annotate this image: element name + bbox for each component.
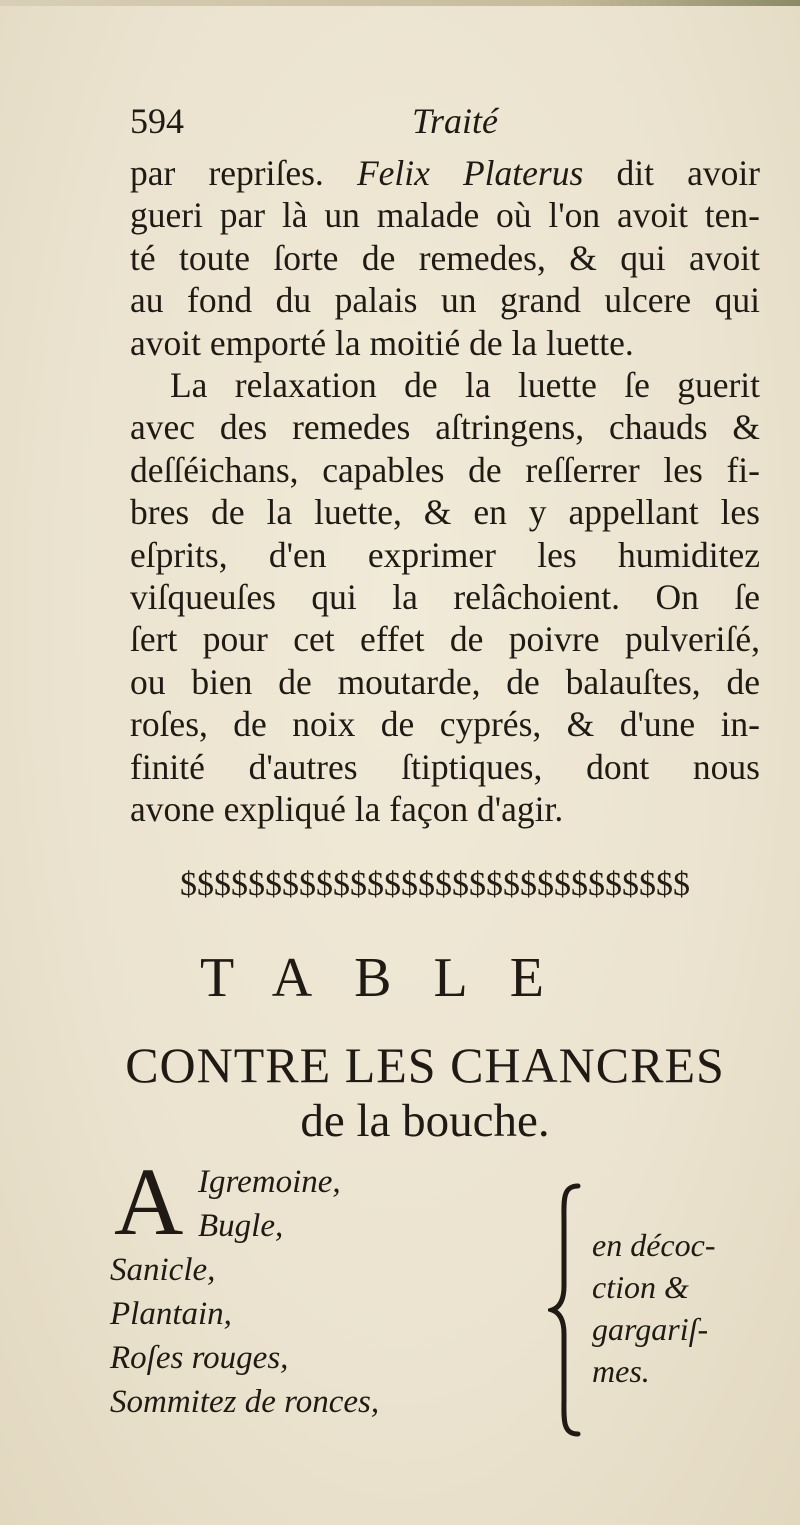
remedy-list: [110, 1148, 530, 1424]
text-line: par repriſes. Felix Platerus dit avoir: [130, 153, 761, 193]
text-line: au fond du palais un grand ulcere qui: [130, 280, 760, 321]
drop-cap: A: [114, 1148, 184, 1255]
text-line: avoit emporté la moitié de la luette.: [130, 322, 634, 363]
text-line: La relaxation de la luette ſe guerit: [170, 365, 760, 406]
list-item: A Igremoine,: [114, 1148, 341, 1255]
text-line: viſqueuſes qui la relâchoient. On ſe: [130, 577, 760, 618]
section-title: TABLE: [200, 947, 586, 1009]
note-line: ction &: [592, 1269, 689, 1305]
section-subtitle-continued: de la bouche.: [300, 1095, 550, 1147]
note-line: gargariſ-: [592, 1311, 709, 1347]
page-top-edge: [0, 0, 800, 6]
list-item: Bugle,: [198, 1208, 284, 1244]
page-number: 594: [130, 101, 184, 141]
text-line: avec des remedes aſtringens, chauds &: [130, 407, 760, 448]
text-line: ou bien de moutarde, de balauſtes, de: [130, 661, 760, 702]
text-line: avone expliqué la façon d'agir.: [130, 789, 564, 830]
text-line: roſes, de noix de cyprés, & d'une in-: [130, 704, 760, 745]
list-item: Plantain,: [110, 1296, 232, 1332]
author-name: Felix Platerus: [356, 153, 584, 193]
note-line: en décoc-: [592, 1227, 716, 1263]
text-line: ſert pour cet effet de poivre pulveriſé,: [130, 619, 760, 660]
note-line: mes.: [592, 1353, 650, 1389]
running-title: Traité: [412, 101, 499, 141]
text-line: gueri par là un malade où l'on avoit ten-: [130, 195, 760, 236]
list-item: Roſes rouges,: [110, 1340, 289, 1376]
list-item: Sanicle,: [110, 1252, 216, 1288]
running-header: [130, 100, 770, 146]
curly-brace-icon: [548, 1182, 588, 1438]
list-item: Sommitez de ronces,: [110, 1384, 380, 1420]
text-line: bres de la luette, & en y appellant les: [130, 492, 760, 533]
text-line: deſſéichans, capables de reſſerrer les fi-: [130, 449, 760, 490]
text-line: té toute ſorte de remedes, & qui avoit: [130, 237, 760, 278]
body-text: [130, 152, 760, 831]
section-subtitle: CONTRE LES CHANCRES: [125, 1037, 725, 1093]
preparation-note: [592, 1224, 772, 1392]
ornament-band: $$$$$$$$$$$$$$$$$$$$$$$$$$$$$$: [180, 866, 690, 903]
text-line: finité d'autres ſtiptiques, dont nous: [130, 746, 760, 787]
text-line: eſprits, d'en exprimer les humiditez: [130, 534, 760, 575]
